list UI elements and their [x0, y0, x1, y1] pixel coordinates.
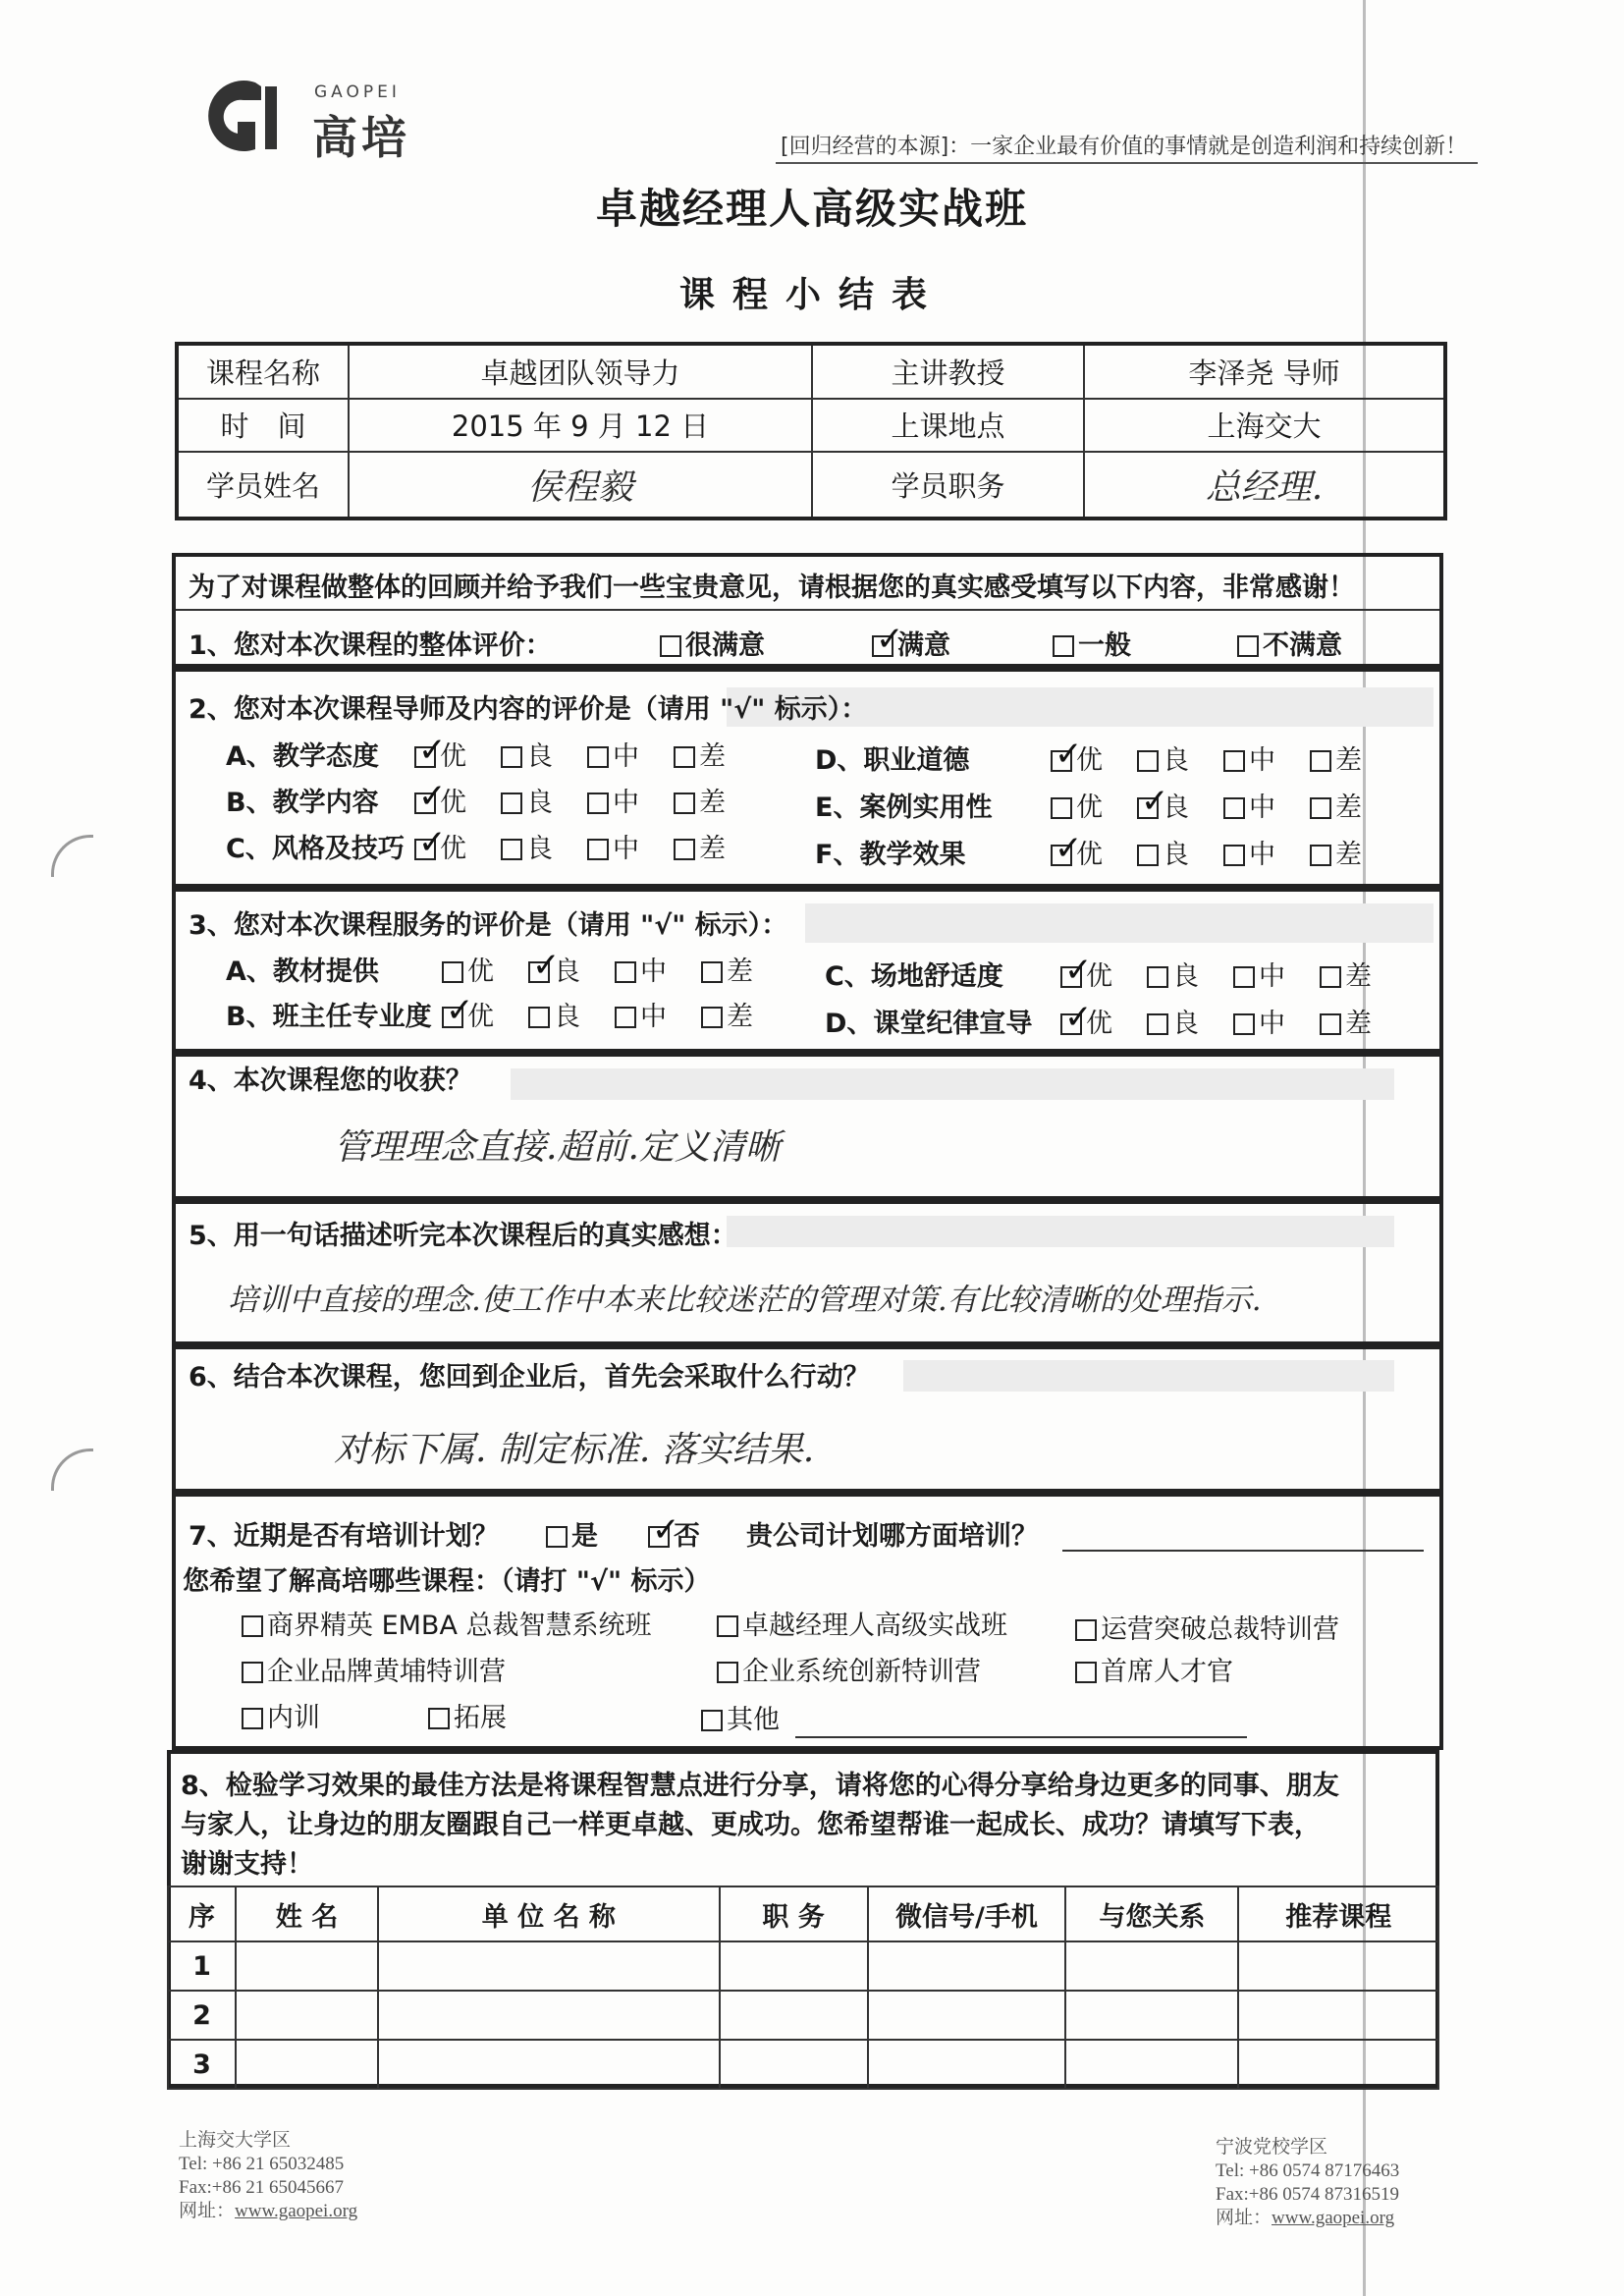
checkbox[interactable]	[242, 1615, 263, 1637]
rating-option[interactable]: 差	[1310, 738, 1396, 777]
checkbox[interactable]	[660, 635, 681, 657]
rating-row	[815, 786, 1396, 824]
course-option[interactable]: 商界精英 EMBA 总裁智慧系统班	[242, 1604, 652, 1642]
checkbox-checked[interactable]	[1137, 797, 1159, 819]
checkbox[interactable]	[1237, 635, 1259, 657]
rating-option[interactable]: ✓ 良	[528, 950, 615, 988]
rating-option[interactable]: 差	[701, 950, 787, 988]
q1-option-satisfied[interactable]: ✓ 满意	[872, 624, 950, 662]
share-cell-input[interactable]	[1065, 2040, 1238, 2089]
rating-option[interactable]: 良	[1137, 738, 1223, 777]
share-table-header: 与您关系	[1065, 1886, 1238, 1941]
rating-option[interactable]: 良	[501, 735, 587, 773]
checkbox[interactable]	[528, 1007, 550, 1028]
rating-option[interactable]: 中	[587, 827, 674, 865]
checkbox[interactable]	[1310, 845, 1331, 866]
student-name-label: 学员姓名	[177, 452, 349, 519]
rating-item-label: A、教学态度	[226, 741, 379, 772]
professor-label: 主讲教授	[812, 344, 1084, 399]
share-table-header: 姓 名	[236, 1886, 378, 1941]
q5-label: 5、用一句话描述听完本次课程后的真实感想：	[189, 1221, 737, 1251]
course-label: 课程名称	[177, 344, 349, 399]
checkbox[interactable]	[501, 793, 522, 814]
q7-which-label: 贵公司计划哪方面培训？	[746, 1521, 1038, 1552]
course-option[interactable]: 拓展	[428, 1696, 507, 1734]
checkbox[interactable]	[1137, 750, 1159, 772]
q1-option-average[interactable]: 一般	[1053, 624, 1131, 662]
q1-label: 1、您对本次课程的整体评价：	[189, 630, 552, 661]
course-info-table	[175, 342, 1447, 520]
course-value: 卓越团队领导力	[349, 344, 812, 399]
rating-option[interactable]: ✓ 优	[442, 995, 528, 1033]
course-option[interactable]: 内训	[242, 1696, 320, 1734]
checkbox[interactable]	[442, 961, 463, 983]
q2-label: 2、您对本次课程导师及内容的评价是（请用 "√" 标示）：	[189, 694, 868, 725]
q7-want-label: 您希望了解高培哪些课程：（请打 "√" 标示）	[183, 1566, 711, 1597]
checkbox[interactable]	[587, 839, 609, 860]
checkbox-checked[interactable]	[528, 961, 550, 983]
rating-option[interactable]: ✓ 优	[414, 735, 501, 773]
rating-item-label: D、课堂纪律宣导	[825, 1009, 1033, 1039]
footer-right-website-link[interactable]: www.gaopei.org	[1272, 2208, 1395, 2228]
rating-row	[226, 827, 760, 865]
rating-option[interactable]: ✓ 优	[414, 827, 501, 865]
row-number: 3	[168, 2040, 236, 2089]
share-cell-input[interactable]	[378, 1941, 720, 1991]
rating-option[interactable]: 中	[1233, 1002, 1320, 1040]
share-cell-input[interactable]	[720, 1941, 868, 1991]
share-cell-input[interactable]	[236, 2040, 378, 2089]
place-value: 上海交大	[1084, 399, 1445, 452]
checkbox[interactable]	[501, 746, 522, 768]
rating-item-label: A、教材提供	[226, 957, 379, 987]
rating-option[interactable]: 中	[1223, 833, 1310, 871]
rating-option[interactable]: 差	[674, 735, 760, 773]
rating-option[interactable]: 良	[1137, 833, 1223, 871]
checkbox[interactable]	[1147, 1013, 1168, 1035]
rating-item-label: E、案例实用性	[815, 793, 993, 823]
q4-label: 4、本次课程您的收获？	[189, 1066, 472, 1096]
q6-answer[interactable]: 对标下属. 制定标准. 落实结果.	[334, 1430, 815, 1470]
table-row	[168, 1941, 1438, 1991]
checkbox[interactable]	[587, 793, 609, 814]
footer-right-campus: 宁波党校学区	[1216, 2137, 1328, 2158]
q4-answer[interactable]: 管理理念直接.超前.定义清晰	[334, 1127, 781, 1168]
slogan-divider	[776, 162, 1478, 164]
row-number: 1	[168, 1941, 236, 1991]
checkbox[interactable]	[1310, 797, 1331, 819]
rating-item-label: B、班主任专业度	[226, 1002, 432, 1032]
checkbox[interactable]	[1223, 750, 1245, 772]
rating-option[interactable]: 差	[1320, 1002, 1406, 1040]
rating-option[interactable]: 良	[501, 827, 587, 865]
table-row	[168, 1991, 1438, 2040]
share-cell-input[interactable]	[236, 1941, 378, 1991]
share-table-header: 推荐课程	[1238, 1886, 1438, 1941]
share-table-header: 职 务	[720, 1886, 868, 1941]
student-job-field[interactable]: 总经理.	[1084, 452, 1445, 519]
footer-left: 上海交大学区 Tel: +86 21 65032485 Fax:+86 21 65045667 网址：www.gaopei.org	[179, 2130, 358, 2221]
rating-row	[226, 781, 760, 819]
checkbox[interactable]	[1310, 750, 1331, 772]
checkbox[interactable]	[701, 961, 723, 983]
rating-item-label: B、教学内容	[226, 788, 379, 818]
checkbox[interactable]	[587, 746, 609, 768]
checkbox-checked[interactable]	[442, 1007, 463, 1028]
checkbox-checked[interactable]	[648, 1526, 670, 1548]
share-cell-input[interactable]	[1238, 2040, 1438, 2089]
table-row	[168, 2040, 1438, 2089]
footer-right: 宁波党校学区 Tel: +86 0574 87176463 Fax:+86 0574 87316519 网址：www.gaopei.org	[1216, 2137, 1400, 2228]
rating-option[interactable]: 中	[587, 781, 674, 819]
checkbox[interactable]	[501, 839, 522, 860]
checkbox[interactable]	[1053, 635, 1074, 657]
checkbox[interactable]	[428, 1708, 450, 1729]
checkbox[interactable]	[1075, 1619, 1097, 1641]
rating-row	[825, 955, 1406, 993]
checkbox[interactable]	[1137, 845, 1159, 866]
student-job-label: 学员职务	[812, 452, 1084, 519]
share-cell-input[interactable]	[720, 1991, 868, 2040]
checkbox[interactable]	[242, 1708, 263, 1729]
share-cell-input[interactable]	[236, 1991, 378, 2040]
checkbox-checked[interactable]	[1060, 966, 1082, 988]
rating-option[interactable]: 优	[442, 950, 528, 988]
punch-hole	[51, 1449, 93, 1491]
checkbox[interactable]	[674, 839, 695, 860]
course-option[interactable]: 首席人才官	[1075, 1650, 1233, 1688]
checkbox[interactable]	[674, 793, 695, 814]
rating-option[interactable]: 良	[501, 781, 587, 819]
time-label: 时 间	[177, 399, 349, 452]
course-option[interactable]: 卓越经理人高级实战班	[717, 1604, 1007, 1642]
rating-item-label: C、场地舒适度	[825, 961, 1003, 992]
checkbox-checked[interactable]	[414, 746, 436, 768]
share-cell-input[interactable]	[1065, 1991, 1238, 2040]
rating-option[interactable]: ✓ 优	[1051, 833, 1137, 871]
checkbox-checked[interactable]	[1060, 1013, 1082, 1035]
checkbox[interactable]	[1320, 1013, 1341, 1035]
share-table-header: 微信号/手机	[868, 1886, 1066, 1941]
rating-option[interactable]: 差	[674, 781, 760, 819]
rating-row	[825, 1002, 1406, 1040]
checkbox[interactable]	[1320, 966, 1341, 988]
rating-option[interactable]: 差	[701, 995, 787, 1033]
q8-text-2: 与家人，让身边的朋友圈跟自己一样更卓越、更成功。您希望帮谁一起成长、成功？请填写下表，	[181, 1810, 1321, 1840]
student-name-field[interactable]: 侯程毅	[349, 452, 812, 519]
checkbox[interactable]	[701, 1007, 723, 1028]
gaopei-logo-icon	[187, 77, 324, 155]
course-option[interactable]: 其他	[701, 1698, 780, 1736]
slogan: [回归经营的本源]：一家企业最有价值的事情就是创造利润和持续创新！	[781, 135, 1468, 159]
rating-row	[226, 995, 787, 1033]
q6-label: 6、结合本次课程，您回到企业后，首先会采取什么行动？	[189, 1362, 870, 1393]
q7-other-field[interactable]	[795, 1736, 1247, 1738]
checkbox[interactable]	[1223, 797, 1245, 819]
rating-item-label: F、教学效果	[815, 840, 966, 870]
professor-value: 李泽尧 导师	[1084, 344, 1445, 399]
checkbox[interactable]	[674, 746, 695, 768]
rating-row	[226, 735, 760, 773]
intro-text: 为了对课程做整体的回顾并给予我们一些宝贵意见，请根据您的真实感受填写以下内容，非常感谢！	[189, 573, 1355, 603]
rating-option[interactable]: ✓ 优	[414, 781, 501, 819]
rating-option[interactable]: 差	[1320, 955, 1406, 993]
footer-left-tel: Tel: +86 21 65032485	[179, 2154, 345, 2174]
share-table-header: 单 位 名 称	[378, 1886, 720, 1941]
checkbox[interactable]	[717, 1615, 738, 1637]
checkbox[interactable]	[701, 1710, 723, 1731]
checkbox-checked[interactable]	[1051, 750, 1072, 772]
punch-hole	[51, 835, 93, 877]
q8-text-1: 8、检验学习效果的最佳方法是将课程智慧点进行分享，请将您的心得分享给身边更多的同事、朋友	[181, 1771, 1339, 1801]
rating-option[interactable]: ✓ 良	[1137, 786, 1223, 824]
rating-option[interactable]: ✓ 优	[1060, 955, 1147, 993]
footer-left-website-link[interactable]: www.gaopei.org	[235, 2201, 358, 2221]
course-option[interactable]: 企业品牌黄埔特训营	[242, 1650, 506, 1688]
q3-label: 3、您对本次课程服务的评价是（请用 "√" 标示）：	[189, 910, 788, 941]
footer-left-fax: Fax:+86 21 65045667	[179, 2177, 344, 2198]
share-cell-input[interactable]	[1238, 1941, 1438, 1991]
rating-option[interactable]: 中	[587, 735, 674, 773]
rating-option[interactable]: 中	[1223, 738, 1310, 777]
checkbox[interactable]	[717, 1662, 738, 1683]
rating-option[interactable]: 差	[1310, 833, 1396, 871]
rating-option[interactable]: 差	[1310, 786, 1396, 824]
checkbox[interactable]	[1051, 797, 1072, 819]
place-label: 上课地点	[812, 399, 1084, 452]
logo-en: GAOPEI	[314, 82, 401, 102]
rating-option[interactable]: ✓ 优	[1060, 1002, 1147, 1040]
checkbox[interactable]	[615, 961, 636, 983]
rating-option[interactable]: 良	[1147, 1002, 1233, 1040]
checkbox[interactable]	[1233, 966, 1255, 988]
logo-cn: 高培	[312, 111, 410, 164]
footer-right-fax: Fax:+86 0574 87316519	[1216, 2184, 1399, 2205]
footer-right-tel: Tel: +86 0574 87176463	[1216, 2160, 1400, 2181]
checkbox[interactable]	[1147, 966, 1168, 988]
q7-which-field[interactable]	[1062, 1550, 1424, 1552]
page-subtitle: 课程小结表	[678, 275, 945, 315]
share-table	[167, 1886, 1439, 2090]
rating-option[interactable]: ✓ 优	[1051, 738, 1137, 777]
checkbox[interactable]	[1075, 1662, 1097, 1683]
share-cell-input[interactable]	[378, 1991, 720, 2040]
share-table-header: 序	[168, 1886, 236, 1941]
row-number: 2	[168, 1991, 236, 2040]
page-title: 卓越经理人高级实战班	[595, 185, 1028, 233]
share-cell-input[interactable]	[1238, 1991, 1438, 2040]
rating-option[interactable]: 中	[1233, 955, 1320, 993]
checkbox-checked[interactable]	[1051, 845, 1072, 866]
q5-answer[interactable]: 培训中直接的理念.使工作中本来比较迷茫的管理对策.有比较清晰的处理指示.	[228, 1283, 1262, 1318]
rating-option[interactable]: 良	[528, 995, 615, 1033]
rating-option[interactable]: 中	[615, 995, 701, 1033]
q7-no[interactable]: ✓ 否	[648, 1514, 700, 1553]
rating-option[interactable]: 中	[615, 950, 701, 988]
rating-item-label: C、风格及技巧	[226, 834, 405, 864]
checkbox[interactable]	[242, 1662, 263, 1683]
share-cell-input[interactable]	[868, 2040, 1066, 2089]
share-cell-input[interactable]	[1065, 1941, 1238, 1991]
rating-option[interactable]: 差	[674, 827, 760, 865]
checkbox-checked[interactable]	[414, 793, 436, 814]
rating-option[interactable]: 良	[1147, 955, 1233, 993]
rating-row	[815, 833, 1396, 871]
rating-option[interactable]: 中	[1223, 786, 1310, 824]
rating-item-label: D、职业道德	[815, 745, 970, 776]
checkbox-checked[interactable]	[872, 635, 893, 657]
share-cell-input[interactable]	[378, 2040, 720, 2089]
q1-option-very-satisfied[interactable]: 很满意	[660, 624, 765, 662]
course-option[interactable]: 运营突破总裁特训营	[1075, 1608, 1339, 1646]
rating-row	[226, 950, 787, 988]
checkbox[interactable]	[615, 1007, 636, 1028]
checkbox[interactable]	[546, 1526, 568, 1548]
footer-left-campus: 上海交大学区	[179, 2130, 292, 2151]
checkbox[interactable]	[1223, 845, 1245, 866]
course-option[interactable]: 企业系统创新特训营	[717, 1650, 981, 1688]
checkbox-checked[interactable]	[414, 839, 436, 860]
rating-option[interactable]: 优	[1051, 786, 1137, 824]
q7-label: 7、近期是否有培训计划？	[189, 1521, 499, 1552]
time-value: 2015 年 9 月 12 日	[349, 399, 812, 452]
share-cell-input[interactable]	[868, 1941, 1066, 1991]
checkbox[interactable]	[1233, 1013, 1255, 1035]
q8-text-3: 谢谢支持！	[181, 1849, 313, 1880]
share-cell-input[interactable]	[868, 1991, 1066, 2040]
q1-option-unsatisfied[interactable]: 不满意	[1237, 624, 1342, 662]
share-cell-input[interactable]	[720, 2040, 868, 2089]
rating-row	[815, 738, 1396, 777]
q7-yes[interactable]: 是	[546, 1514, 598, 1553]
